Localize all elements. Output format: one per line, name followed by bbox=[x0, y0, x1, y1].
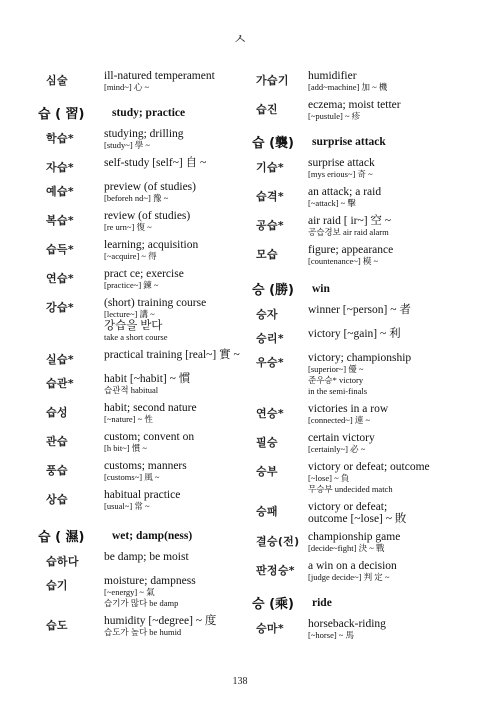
entry-note: [~energy] ~ 氣 bbox=[104, 587, 155, 597]
entry-note: [~nature] ~ 性 bbox=[104, 414, 153, 424]
entry-meaning: victory; championship bbox=[308, 352, 412, 364]
entry-group bbox=[252, 157, 458, 267]
dictionary-entry bbox=[252, 461, 458, 495]
entry-definition bbox=[308, 531, 458, 554]
section-heading bbox=[34, 526, 252, 545]
dictionary-entry bbox=[252, 304, 458, 322]
entry-note: take a short course bbox=[104, 332, 168, 342]
entry-meaning: 강습을 받다 bbox=[104, 320, 163, 332]
section-title: wet; damp(ness) bbox=[112, 529, 193, 542]
entry-note: 무승부 undecided match bbox=[308, 484, 393, 494]
entry-meaning: (short) training course bbox=[104, 297, 207, 309]
entry-headword: 판정승* bbox=[256, 564, 295, 577]
entry-note: [judge decide~] 判 定 ~ bbox=[308, 572, 390, 582]
entry-note: 습관적 habitual bbox=[104, 385, 159, 395]
dictionary-entry bbox=[252, 99, 458, 122]
entry-note: 준우승* victory bbox=[308, 375, 364, 385]
entry-meaning: moisture; dampness bbox=[104, 575, 196, 587]
section-headword: 승 (勝) bbox=[252, 283, 294, 298]
entry-headword: 습득* bbox=[46, 243, 74, 256]
entry-definition bbox=[308, 304, 458, 316]
entry-definition bbox=[308, 99, 458, 122]
dictionary-entry bbox=[34, 551, 252, 569]
entry-headword: 실습* bbox=[46, 353, 74, 366]
section-heading bbox=[34, 103, 252, 122]
entry-meaning: victory or defeat; outcome bbox=[308, 461, 430, 473]
entry-note: [superior~] 優 ~ bbox=[308, 364, 364, 374]
entry-note: in the semi-finals bbox=[308, 386, 368, 396]
dictionary-entry bbox=[34, 402, 252, 425]
entry-definition bbox=[308, 461, 458, 495]
dictionary-entry bbox=[252, 215, 458, 238]
entry-note: [re urn~] 復 ~ bbox=[104, 222, 152, 232]
entry-note: [mind~] 心 ~ bbox=[104, 82, 150, 92]
entry-headword: 연승* bbox=[256, 407, 284, 420]
right-column bbox=[252, 70, 458, 647]
entry-meaning: victory or defeat; bbox=[308, 501, 388, 513]
entry-headword: 풍습 bbox=[46, 464, 68, 477]
dictionary-entry bbox=[252, 352, 458, 397]
entry-group bbox=[252, 70, 458, 122]
entry-headword: 승패 bbox=[256, 505, 278, 518]
dictionary-entry bbox=[34, 181, 252, 204]
entry-note: [~pustule] ~ 疹 bbox=[308, 111, 361, 121]
entry-definition bbox=[104, 615, 252, 638]
dictionary-entry bbox=[252, 560, 458, 583]
entry-note: [practice~] 鍊 ~ bbox=[104, 280, 159, 290]
section-heading bbox=[252, 279, 458, 298]
entry-meaning: pract ce; exercise bbox=[104, 268, 184, 280]
section-heading bbox=[252, 132, 458, 151]
entry-meaning: victories in a row bbox=[308, 403, 389, 415]
entry-headword: 승마* bbox=[256, 622, 284, 635]
entry-headword: 심술 bbox=[46, 74, 68, 87]
entry-definition bbox=[308, 352, 458, 397]
dictionary-entry bbox=[34, 615, 252, 638]
entry-note: [~horse] ~ 馬 bbox=[308, 630, 355, 640]
entry-meaning: custom; convent on bbox=[104, 431, 195, 443]
entry-definition bbox=[104, 297, 252, 343]
section-title: win bbox=[312, 282, 330, 295]
entry-headword: 승부 bbox=[256, 465, 278, 478]
entry-meaning: surprise attack bbox=[308, 157, 375, 169]
entry-headword: 연습* bbox=[46, 272, 74, 285]
entry-meaning: humidity [~degree] ~ 度 bbox=[104, 615, 217, 627]
entry-headword: 승자 bbox=[256, 308, 278, 321]
entry-meaning: an attack; a raid bbox=[308, 186, 382, 198]
entry-headword: 예습* bbox=[46, 185, 74, 198]
entry-note: [certainly~] 必 ~ bbox=[308, 444, 366, 454]
dictionary-entry bbox=[34, 297, 252, 343]
entry-note: [mys erious~] 奇 ~ bbox=[308, 169, 373, 179]
entry-meaning: preview (of studies) bbox=[104, 181, 196, 193]
entry-meaning: winner [~person] ~ 者 bbox=[308, 304, 411, 316]
entry-note: [decide~fight] 決 ~ 戰 bbox=[308, 543, 385, 553]
entry-meaning: review (of studies) bbox=[104, 210, 191, 222]
page-number: 138 bbox=[232, 676, 248, 687]
entry-headword: 습도 bbox=[46, 619, 68, 632]
section-headword: 습 (襲) bbox=[252, 136, 294, 151]
entry-headword: 학습* bbox=[46, 132, 74, 145]
dictionary-entry bbox=[252, 501, 458, 525]
entry-definition bbox=[308, 501, 458, 525]
entry-group bbox=[34, 128, 252, 512]
entry-headword: 상습 bbox=[46, 493, 68, 506]
dictionary-entry bbox=[34, 373, 252, 396]
dictionary-entry bbox=[34, 157, 252, 175]
entry-definition bbox=[308, 328, 458, 340]
index-letter: ㅅ bbox=[232, 30, 248, 48]
entry-group bbox=[252, 304, 458, 583]
entry-headword: 습격* bbox=[256, 190, 284, 203]
section-heading bbox=[252, 593, 458, 612]
entry-definition bbox=[104, 402, 252, 425]
entry-note: [~attack] ~ 擊 bbox=[308, 198, 356, 208]
entry-meaning: habit; second nature bbox=[104, 402, 197, 414]
entry-headword: 자습* bbox=[46, 161, 74, 174]
entry-definition bbox=[308, 560, 458, 583]
entry-note: 습기가 많다 be damp bbox=[104, 598, 179, 608]
left-column bbox=[34, 70, 252, 644]
dictionary-entry bbox=[252, 618, 458, 641]
entry-definition bbox=[308, 215, 458, 238]
entry-headword: 우승* bbox=[256, 356, 284, 369]
section-title: ride bbox=[312, 596, 332, 609]
entry-definition bbox=[308, 432, 458, 455]
entry-definition bbox=[104, 70, 252, 93]
entry-group bbox=[34, 551, 252, 638]
entry-note: [add~machine] 加 ~ 機 bbox=[308, 82, 388, 92]
entry-note: [~acquire] ~ 得 bbox=[104, 251, 157, 261]
entry-definition bbox=[104, 460, 252, 483]
entry-meaning: learning; acquisition bbox=[104, 239, 199, 251]
entry-meaning: figure; appearance bbox=[308, 244, 394, 256]
entry-definition bbox=[104, 181, 252, 204]
entry-meaning: certain victory bbox=[308, 432, 375, 444]
entry-headword: 결승(전) bbox=[256, 535, 300, 548]
entry-definition bbox=[308, 618, 458, 641]
dictionary-entry bbox=[252, 70, 458, 93]
entry-headword: 필승 bbox=[256, 436, 278, 449]
entry-group bbox=[34, 70, 252, 93]
entry-definition bbox=[104, 551, 252, 563]
entry-meaning: customs; manners bbox=[104, 460, 187, 472]
section-headword: 습 ( 習) bbox=[38, 107, 85, 122]
entry-note: [beforeh nd~] 豫 ~ bbox=[104, 193, 169, 203]
entry-definition bbox=[104, 431, 252, 454]
entry-definition bbox=[104, 239, 252, 262]
entry-definition bbox=[104, 210, 252, 233]
dictionary-entry bbox=[34, 349, 252, 367]
entry-headword: 승리* bbox=[256, 332, 284, 345]
section-title: study; practice bbox=[112, 106, 186, 119]
entry-definition bbox=[104, 373, 252, 396]
entry-definition bbox=[104, 489, 252, 512]
section-title: surprise attack bbox=[312, 135, 386, 148]
entry-meaning: ill-natured temperament bbox=[104, 70, 215, 82]
dictionary-entry bbox=[252, 186, 458, 209]
entry-definition bbox=[104, 157, 252, 169]
entry-definition bbox=[308, 403, 458, 426]
section-headword: 습 ( 濕) bbox=[38, 530, 85, 545]
entry-note: [~lose] ~ 負 bbox=[308, 473, 350, 483]
entry-meaning: championship game bbox=[308, 531, 401, 543]
entry-meaning: horseback-riding bbox=[308, 618, 386, 630]
entry-note: [connected~] 連 ~ bbox=[308, 415, 371, 425]
dictionary-entry bbox=[34, 210, 252, 233]
dictionary-entry bbox=[34, 70, 252, 93]
entry-meaning: studying; drilling bbox=[104, 128, 184, 140]
dictionary-entry bbox=[34, 239, 252, 262]
dictionary-entry bbox=[252, 244, 458, 267]
entry-meaning: habit [~habit] ~ 慣 bbox=[104, 373, 191, 385]
entry-headword: 복습* bbox=[46, 214, 74, 227]
entry-note: [lecture~] 講 ~ bbox=[104, 309, 155, 319]
entry-headword: 강습* bbox=[46, 301, 74, 314]
entry-meaning: practical training [real~] 實 ~ bbox=[104, 349, 240, 361]
dictionary-entry bbox=[252, 403, 458, 426]
entry-meaning: be damp; be moist bbox=[104, 551, 189, 563]
entry-definition bbox=[308, 244, 458, 267]
entry-headword: 가습기 bbox=[256, 74, 289, 87]
dictionary-entry bbox=[252, 531, 458, 554]
entry-note: [study~] 學 ~ bbox=[104, 140, 151, 150]
dictionary-entry bbox=[34, 128, 252, 151]
entry-definition bbox=[308, 70, 458, 93]
dictionary-entry bbox=[252, 432, 458, 455]
entry-note: [customs~] 風 ~ bbox=[104, 472, 160, 482]
dictionary-entry bbox=[34, 575, 252, 609]
entry-meaning: victory [~gain] ~ 利 bbox=[308, 328, 401, 340]
entry-meaning: self-study [self~] 自 ~ bbox=[104, 157, 207, 169]
entry-definition bbox=[104, 349, 252, 361]
entry-definition bbox=[104, 128, 252, 151]
entry-meaning: humidifier bbox=[308, 70, 357, 82]
dictionary-entry bbox=[34, 489, 252, 512]
entry-definition bbox=[104, 575, 252, 609]
entry-note: [usual~] 常 ~ bbox=[104, 501, 150, 511]
entry-note: 공습경보 air raid alarm bbox=[308, 227, 389, 237]
entry-headword: 공습* bbox=[256, 219, 284, 232]
entry-headword: 기습* bbox=[256, 161, 284, 174]
entry-headword: 관습 bbox=[46, 435, 68, 448]
entry-headword: 습기 bbox=[46, 579, 68, 592]
entry-group bbox=[252, 618, 458, 641]
entry-note: 습도가 높다 be humid bbox=[104, 627, 182, 637]
dictionary-entry bbox=[34, 460, 252, 483]
entry-headword: 습하다 bbox=[46, 555, 79, 568]
entry-headword: 습성 bbox=[46, 406, 68, 419]
entry-headword: 습진 bbox=[256, 103, 278, 116]
section-headword: 승 (乘) bbox=[252, 597, 294, 612]
entry-meaning: a win on a decision bbox=[308, 560, 397, 572]
entry-headword: 습관* bbox=[46, 377, 74, 390]
dictionary-entry bbox=[252, 157, 458, 180]
entry-headword: 모습 bbox=[256, 248, 278, 261]
dictionary-entry bbox=[252, 328, 458, 346]
entry-meaning: eczema; moist tetter bbox=[308, 99, 401, 111]
entry-meaning: outcome [~lose] ~ 敗 bbox=[308, 513, 407, 525]
entry-meaning: habitual practice bbox=[104, 489, 181, 501]
entry-definition bbox=[104, 268, 252, 291]
dictionary-entry bbox=[34, 431, 252, 454]
dictionary-entry bbox=[34, 268, 252, 291]
entry-definition bbox=[308, 186, 458, 209]
entry-definition bbox=[308, 157, 458, 180]
entry-note: [h bit~] 慣 ~ bbox=[104, 443, 147, 453]
entry-note: [countenance~] 模 ~ bbox=[308, 256, 379, 266]
entry-meaning: air raid [ ir~] 空 ~ bbox=[308, 215, 392, 227]
